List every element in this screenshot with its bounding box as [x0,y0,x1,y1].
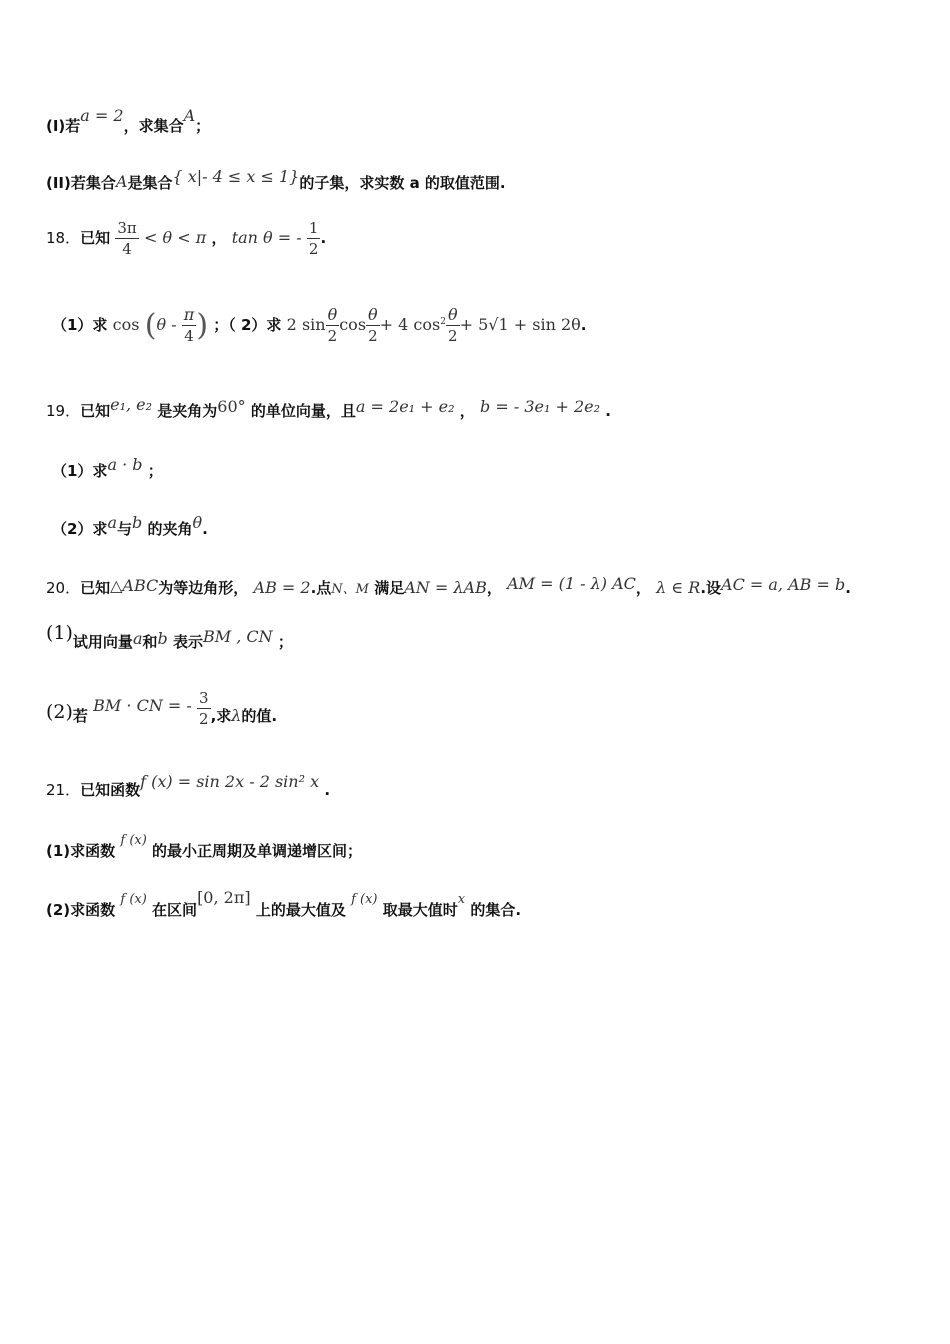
q21-p1-f: f (x) [120,833,147,848]
q20-p2-if: 若 [72,707,88,725]
q18-frac2: $\frac{1}{2}$ [308,219,319,258]
q19-p2-end: . [202,520,208,538]
q19-a-def: a = 2e₁ + e₂ [355,397,455,416]
q19-p1-label: （1）求 [52,462,108,480]
q20-p2-frac: $\frac{3}{2}$ [199,689,209,728]
q20-p1-end: ； [277,633,293,651]
q17-part2 [46,167,506,193]
q18-frac-b: $\frac{\theta}{2}$ [368,305,378,345]
q17-p1-mid: ，求集合 [123,117,184,135]
q20-dot: .点 [310,579,332,597]
q19-p2-label: （2）求 [52,520,108,538]
q20-p2-expr: BM · CN = - [93,696,192,715]
q20-p1-b: b [157,629,168,648]
q20-p2-lam: λ [231,706,242,725]
q21-p2-x: x [457,892,466,907]
q19-b-def: b = - 3e₁ + 2e₂ [480,397,601,416]
q18-lead: 已知 [80,229,111,247]
q21-p2-label: (2)求函数 [46,901,116,919]
q19-lead: 已知 [80,402,111,420]
q20-p1-num: (1) [46,622,73,644]
q20-end: . [845,579,851,597]
q19-p2-theta: θ [192,513,203,532]
q21-part1 [46,833,363,861]
q19-number: 19． [46,402,81,420]
q20-mid2: 满足 [374,579,405,597]
q19-p2-mid: 的夹角 [147,520,193,538]
q19-p2-b: b [132,513,143,532]
q21-part2 [46,888,522,920]
q18-tan: tan θ = - [231,228,302,247]
q20-p2-end: 的值. [241,707,278,725]
q17-p2-mid: 是集合 [127,174,173,192]
q19-end: . [605,402,611,420]
q17-p2-end: 的子集，求实数 a 的取值范围. [299,174,506,192]
q20-c2: ， [635,579,651,597]
q17-p1-eq: a = 2 [80,106,124,125]
q20-tri: △ABC [110,576,159,595]
q18-parts: （1）求 cos (θ - $\frac{\pi}{4}$ ) ；（ 2）求 2 sin $\frac{\theta}{2}$ cos $\frac{\theta}{2}$ + 4 $\cos^2$ $\frac{\theta}{2}$ + 5√1 + sin 2θ. [52,305,587,345]
q17-p2-label: (II)若集合 [46,174,116,192]
q19-p2-a: a [107,513,117,532]
q18-theta-minus: θ - [156,315,177,334]
q19-stem [46,395,611,421]
q20-p2-num: (2) [46,701,73,723]
q18-frac-c: $\frac{\theta}{2}$ [447,305,458,345]
q20-p1-show: 表示 [172,633,203,651]
q18-end: . [320,229,327,247]
q21-p1-end: 的最小正周期及单调递增区间； [152,842,363,860]
q20-nm: N、M [331,582,369,597]
q18-number: 18． [46,229,81,247]
q17-p2-set: A [115,172,128,191]
q18-e2-d: + 5√1 + sin 2θ [459,315,581,334]
q19-mid1: 是夹角为 [157,402,218,420]
q17-p1-set: A [183,106,196,125]
q19-p1-expr: a · b [107,455,143,474]
q20-number: 20． [46,579,81,597]
q19-p2-with: 与 [116,520,132,538]
q20-lead: 已知 [80,579,111,597]
q21-p2-f: f (x) [120,892,147,907]
q19-angle: 60° [217,397,246,416]
q19-p1-end: ； [147,462,163,480]
q17-p1-label: (I)若 [46,117,81,135]
q20-def: AC = a, AB = b [721,575,846,594]
q21-end: . [324,781,331,799]
q18-pi-frac: $\frac{\pi}{4}$ [183,305,195,345]
q21-p2-mid: 上的最大值及 [255,901,346,919]
q20-p2-mid: ,求 [210,707,232,725]
q18-e2-b: cos [339,315,367,334]
q18-comma: ， [211,229,227,247]
q17-p1-end: ； [195,117,211,135]
q18-e2-c: + 4 cos [379,315,441,334]
q18-frac1: $\frac{3\pi}{4}$ [117,219,137,258]
q20-p1-and: 和 [142,633,158,651]
q19-comma: ， [459,402,475,420]
q21-fx: f (x) = sin 2x - 2 sin² x [140,772,320,791]
q20-lam: λ ∈ R [656,578,701,597]
q21-number: 21． [46,781,81,799]
q18-ineq: < θ < π [143,228,207,247]
q18-frac-a: $\frac{\theta}{2}$ [327,305,338,345]
q21-p2-int: [0, 2π] [197,888,251,907]
q18-sep: ；（ 2）求 [213,316,282,334]
q19-mid2: 的单位向量，且 [250,402,356,420]
q20-p1-a: a [132,629,143,648]
q20-ab: AB = 2 [253,578,311,597]
q20-p1-expr: BM , CN [203,627,273,646]
q20-c1: ， [486,579,502,597]
q20-p1-text: 试用向量 [72,633,133,651]
q20-stem [46,574,851,598]
q18-cos: cos [112,315,140,334]
q20-set: .设 [700,579,722,597]
q18-p1-label: （1）求 [52,316,108,334]
q21-p2-end: 的集合. [470,901,522,919]
q21-stem [46,772,331,800]
q21-p1-label: (1)求函数 [46,842,116,860]
q21-p2-f2: f (x) [351,892,378,907]
q21-lead: 已知函数 [80,781,141,799]
q19-part1 [52,455,163,481]
q20-an: AN = λAB [404,578,487,597]
q18-e2-a: 2 sin [286,315,326,334]
q17-part1 [46,106,211,136]
q18-stem [46,218,326,259]
q21-p2-take: 取最大值时 [382,901,458,919]
q20-part1 [46,622,293,652]
q18-sq: 2 [440,317,446,327]
q18-e2-end: . [580,316,587,334]
q17-p2-expr: { x|- 4 ≤ x ≤ 1} [172,167,300,186]
q20-mid1: 为等边角形， [158,579,249,597]
q19-part2 [52,513,208,539]
q21-p2-in: 在区间 [152,901,198,919]
q20-part2 [46,688,277,729]
q19-vec: e₁, e₂ [110,395,153,414]
q20-am: AM = (1 - λ) AC [507,574,636,593]
